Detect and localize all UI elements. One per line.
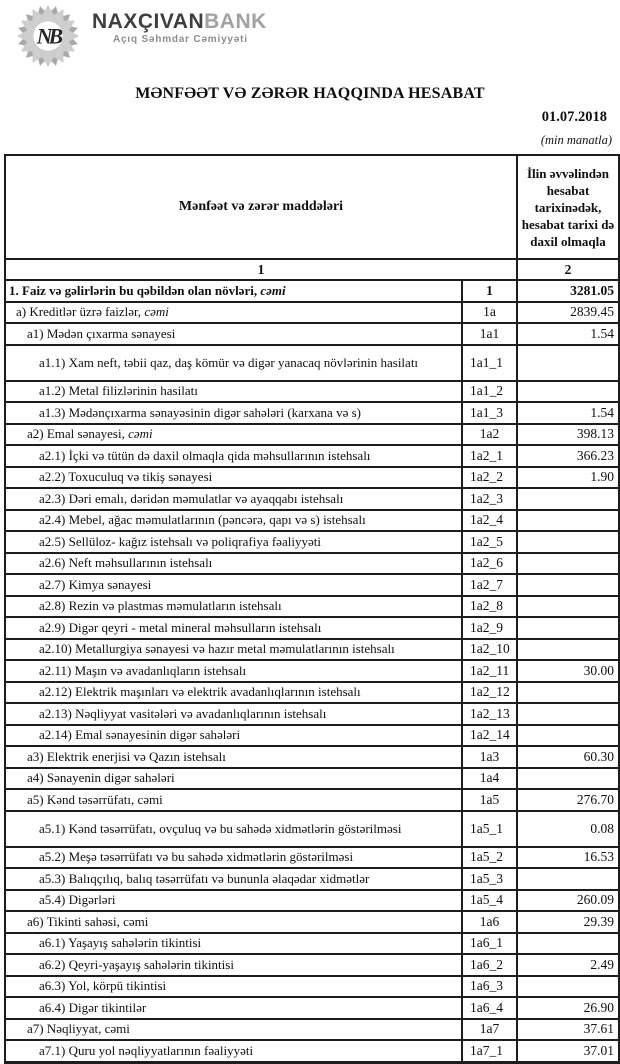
row-value xyxy=(517,768,619,790)
row-value xyxy=(517,639,619,661)
table-row xyxy=(5,725,619,747)
table-row xyxy=(5,811,619,847)
row-label: a5.3) Balıqçılıq, balıq təsərrüfatı və bununla əlaqədar xidmətlər xyxy=(5,868,462,890)
row-value: 16.53 xyxy=(517,847,619,869)
row-label: a2.5) Sellüloz- kağız istehsalı və poliqrafiya fəaliyyəti xyxy=(5,531,462,553)
row-value: 30.00 xyxy=(517,660,619,682)
row-code: 1a6_3 xyxy=(462,976,517,998)
row-code: 1a4 xyxy=(462,768,517,790)
bank-emblem-icon xyxy=(16,4,80,68)
row-value xyxy=(517,488,619,510)
row-value xyxy=(517,682,619,704)
row-value: 37.61 xyxy=(517,1019,619,1041)
row-label: a2.4) Mebel, ağac məmulatlarının (pəncərə, qapı və s) istehsalı xyxy=(5,510,462,532)
table-row xyxy=(5,933,619,955)
table-row xyxy=(5,302,619,324)
row-code: 1a3 xyxy=(462,746,517,768)
row-label: a4) Sənayenin digər sahələri xyxy=(5,768,462,790)
table-row xyxy=(5,596,619,618)
row-label: a6.4) Digər tikintilər xyxy=(5,997,462,1019)
table-row xyxy=(5,976,619,998)
row-code: 1a2_14 xyxy=(462,725,517,747)
row-label: a5.4) Digərləri xyxy=(5,890,462,912)
row-value xyxy=(517,345,619,381)
row-label: a2.11) Maşın və avadanlıqların istehsalı xyxy=(5,660,462,682)
row-code: 1a2_8 xyxy=(462,596,517,618)
row-value xyxy=(517,510,619,532)
table-row xyxy=(5,323,619,345)
table-header-row xyxy=(5,155,619,259)
table-row xyxy=(5,789,619,811)
row-value xyxy=(517,868,619,890)
row-code: 1a5_4 xyxy=(462,890,517,912)
table-row xyxy=(5,703,619,725)
row-label: a) Kreditlər üzrə faizlər, cəmi xyxy=(5,302,462,324)
table-row xyxy=(5,682,619,704)
row-label: a2.2) Toxuculuq və tikiş sənayesi xyxy=(5,467,462,489)
row-value: 2.49 xyxy=(517,954,619,976)
table-row xyxy=(5,280,619,302)
row-value xyxy=(517,703,619,725)
row-code: 1a2_11 xyxy=(462,660,517,682)
table-row xyxy=(5,488,619,510)
row-label: a2.3) Dəri emalı, dəridən məmulatlar və ayaqqabı istehsalı xyxy=(5,488,462,510)
row-code: 1a7 xyxy=(462,1019,517,1041)
table-row xyxy=(5,954,619,976)
row-label: a2.7) Kimya sənayesi xyxy=(5,574,462,596)
row-label: a6.1) Yaşayış sahələrin tikintisi xyxy=(5,933,462,955)
row-value xyxy=(517,596,619,618)
row-label: a7) Nəqliyyat, cəmi xyxy=(5,1019,462,1041)
row-code: 1a6_1 xyxy=(462,933,517,955)
row-label: a1.1) Xam neft, təbii qaz, daş kömür və digər yanacaq növlərinin hasilatı xyxy=(5,345,462,381)
row-label: a1) Mədən çıxarma sənayesi xyxy=(5,323,462,345)
row-label: 1. Faiz və gəlirlərin bu qəbildən olan növləri, cəmi xyxy=(5,280,462,302)
table-row xyxy=(5,847,619,869)
row-label: a5.2) Meşə təsərrüfatı və bu sahədə xidmətlərin göstərilməsi xyxy=(5,847,462,869)
row-label: a7.1) Quru yol nəqliyyatlarının fəaliyyəti xyxy=(5,1040,462,1062)
row-value: 26.90 xyxy=(517,997,619,1019)
row-label: a1.3) Mədənçıxarma sənayəsinin digər sahələri (karxana və s) xyxy=(5,402,462,424)
page-title: MƏNFƏƏT VƏ ZƏRƏR HAQQINDA HESABAT xyxy=(135,85,485,102)
row-code: 1a5_1 xyxy=(462,811,517,847)
row-label: a2.1) İçki və tütün də daxil olmaqla qida məhsullarının istehsalı xyxy=(5,445,462,467)
row-value xyxy=(517,574,619,596)
row-label: a2.14) Emal sənayesinin digər sahələri xyxy=(5,725,462,747)
row-code: 1a6 xyxy=(462,911,517,933)
row-label: a2.8) Rezin və plastmas məmulatların istehsalı xyxy=(5,596,462,618)
table-row xyxy=(5,531,619,553)
row-code: 1a5 xyxy=(462,789,517,811)
row-label: a2.13) Nəqliyyat vasitələri və avadanlıqlarının istehsalı xyxy=(5,703,462,725)
bank-logo xyxy=(16,4,267,68)
row-value: 2839.45 xyxy=(517,302,619,324)
row-code: 1a xyxy=(462,302,517,324)
table-row xyxy=(5,768,619,790)
row-label: a5) Kənd təsərrüfatı, cəmi xyxy=(5,789,462,811)
row-code: 1a2 xyxy=(462,424,517,446)
row-label: a2.10) Metallurgiya sənayesi və hazır metal məmulatlarının istehsalı xyxy=(5,639,462,661)
row-code: 1 xyxy=(462,280,517,302)
row-value: 3281.05 xyxy=(517,280,619,302)
column-number-period: 2 xyxy=(517,259,619,280)
row-code: 1a7_1 xyxy=(462,1040,517,1062)
table-row xyxy=(5,746,619,768)
report-date: 01.07.2018 xyxy=(541,109,607,125)
row-value: 60.30 xyxy=(517,746,619,768)
logo-monogram: NB xyxy=(36,24,60,49)
row-code: 1a2_2 xyxy=(462,467,517,489)
row-code: 1a1 xyxy=(462,323,517,345)
table-row xyxy=(5,402,619,424)
row-code: 1a1_2 xyxy=(462,381,517,403)
table-row xyxy=(5,911,619,933)
row-code: 1a1_1 xyxy=(462,345,517,381)
table-row xyxy=(5,345,619,381)
brand-name-secondary: BANK xyxy=(204,9,267,34)
row-code: 1a2_10 xyxy=(462,639,517,661)
row-code: 1a2_5 xyxy=(462,531,517,553)
row-code: 1a2_4 xyxy=(462,510,517,532)
row-code: 1a6_2 xyxy=(462,954,517,976)
row-label: a6.3) Yol, körpü tikintisi xyxy=(5,976,462,998)
brand-subtitle: Açıq Səhmdar Cəmiyyəti xyxy=(113,34,248,45)
row-value: 398.13 xyxy=(517,424,619,446)
row-value: 1.90 xyxy=(517,467,619,489)
row-value xyxy=(517,725,619,747)
table-row xyxy=(5,1019,619,1041)
row-value xyxy=(517,933,619,955)
table-row xyxy=(5,997,619,1019)
table-row xyxy=(5,467,619,489)
row-label: a6.2) Qeyri-yaşayış sahələrin tikintisi xyxy=(5,954,462,976)
row-code: 1a2_12 xyxy=(462,682,517,704)
row-value: 366.23 xyxy=(517,445,619,467)
row-code: 1a5_3 xyxy=(462,868,517,890)
row-value xyxy=(517,531,619,553)
row-code: 1a2_13 xyxy=(462,703,517,725)
row-label: a2) Emal sənayesi, cəmi xyxy=(5,424,462,446)
table-row xyxy=(5,868,619,890)
row-code: 1a5_2 xyxy=(462,847,517,869)
row-code: 1a2_7 xyxy=(462,574,517,596)
brand-wordmark xyxy=(92,9,267,45)
row-label: a6) Tikinti sahəsi, cəmi xyxy=(5,911,462,933)
row-value xyxy=(517,381,619,403)
row-label: a5.1) Kənd təsərrüfatı, ovçuluq və bu sahədə xidmətlərin göstərilməsi xyxy=(5,811,462,847)
table-row xyxy=(5,381,619,403)
row-label: a3) Elektrik enerjisi və Qazın istehsalı xyxy=(5,746,462,768)
table-row xyxy=(5,553,619,575)
row-value: 29.39 xyxy=(517,911,619,933)
table-row xyxy=(5,890,619,912)
row-value xyxy=(517,617,619,639)
brand-name xyxy=(92,9,267,34)
table-header-items: Mənfəət və zərər maddələri xyxy=(5,155,517,259)
row-value: 1.54 xyxy=(517,323,619,345)
report-table-body xyxy=(5,280,619,1062)
table-row xyxy=(5,445,619,467)
table-row xyxy=(5,639,619,661)
table-row xyxy=(5,574,619,596)
brand-name-primary: NAXÇIVAN xyxy=(92,9,205,34)
profit-loss-table xyxy=(4,154,620,1064)
row-code: 1a1_3 xyxy=(462,402,517,424)
column-number-row xyxy=(5,259,619,280)
row-value xyxy=(517,553,619,575)
row-value: 1.54 xyxy=(517,402,619,424)
row-value: 260.09 xyxy=(517,890,619,912)
row-value xyxy=(517,976,619,998)
row-label: a2.12) Elektrik maşınları və elektrik avadanlıqlarının istehsalı xyxy=(5,682,462,704)
row-code: 1a2_6 xyxy=(462,553,517,575)
table-row xyxy=(5,617,619,639)
row-value: 0.08 xyxy=(517,811,619,847)
row-code: 1a2_3 xyxy=(462,488,517,510)
row-code: 1a2_9 xyxy=(462,617,517,639)
row-code: 1a2_1 xyxy=(462,445,517,467)
table-row xyxy=(5,1040,619,1062)
table-header-period: İlin əvvəlindən hesabat tarixinədək, hesabat tarixi də daxil olmaqla xyxy=(517,155,619,259)
row-label: a1.2) Metal filizlərinin hasilatı xyxy=(5,381,462,403)
table-row xyxy=(5,510,619,532)
table-row xyxy=(5,660,619,682)
unit-note: (min manatla) xyxy=(540,133,612,147)
row-value: 276.70 xyxy=(517,789,619,811)
row-label: a2.6) Neft məhsullarının istehsalı xyxy=(5,553,462,575)
row-value: 37.01 xyxy=(517,1040,619,1062)
row-code: 1a6_4 xyxy=(462,997,517,1019)
row-label: a2.9) Digər qeyri - metal mineral məhsulların istehsalı xyxy=(5,617,462,639)
table-row xyxy=(5,424,619,446)
column-number-items: 1 xyxy=(5,259,517,280)
